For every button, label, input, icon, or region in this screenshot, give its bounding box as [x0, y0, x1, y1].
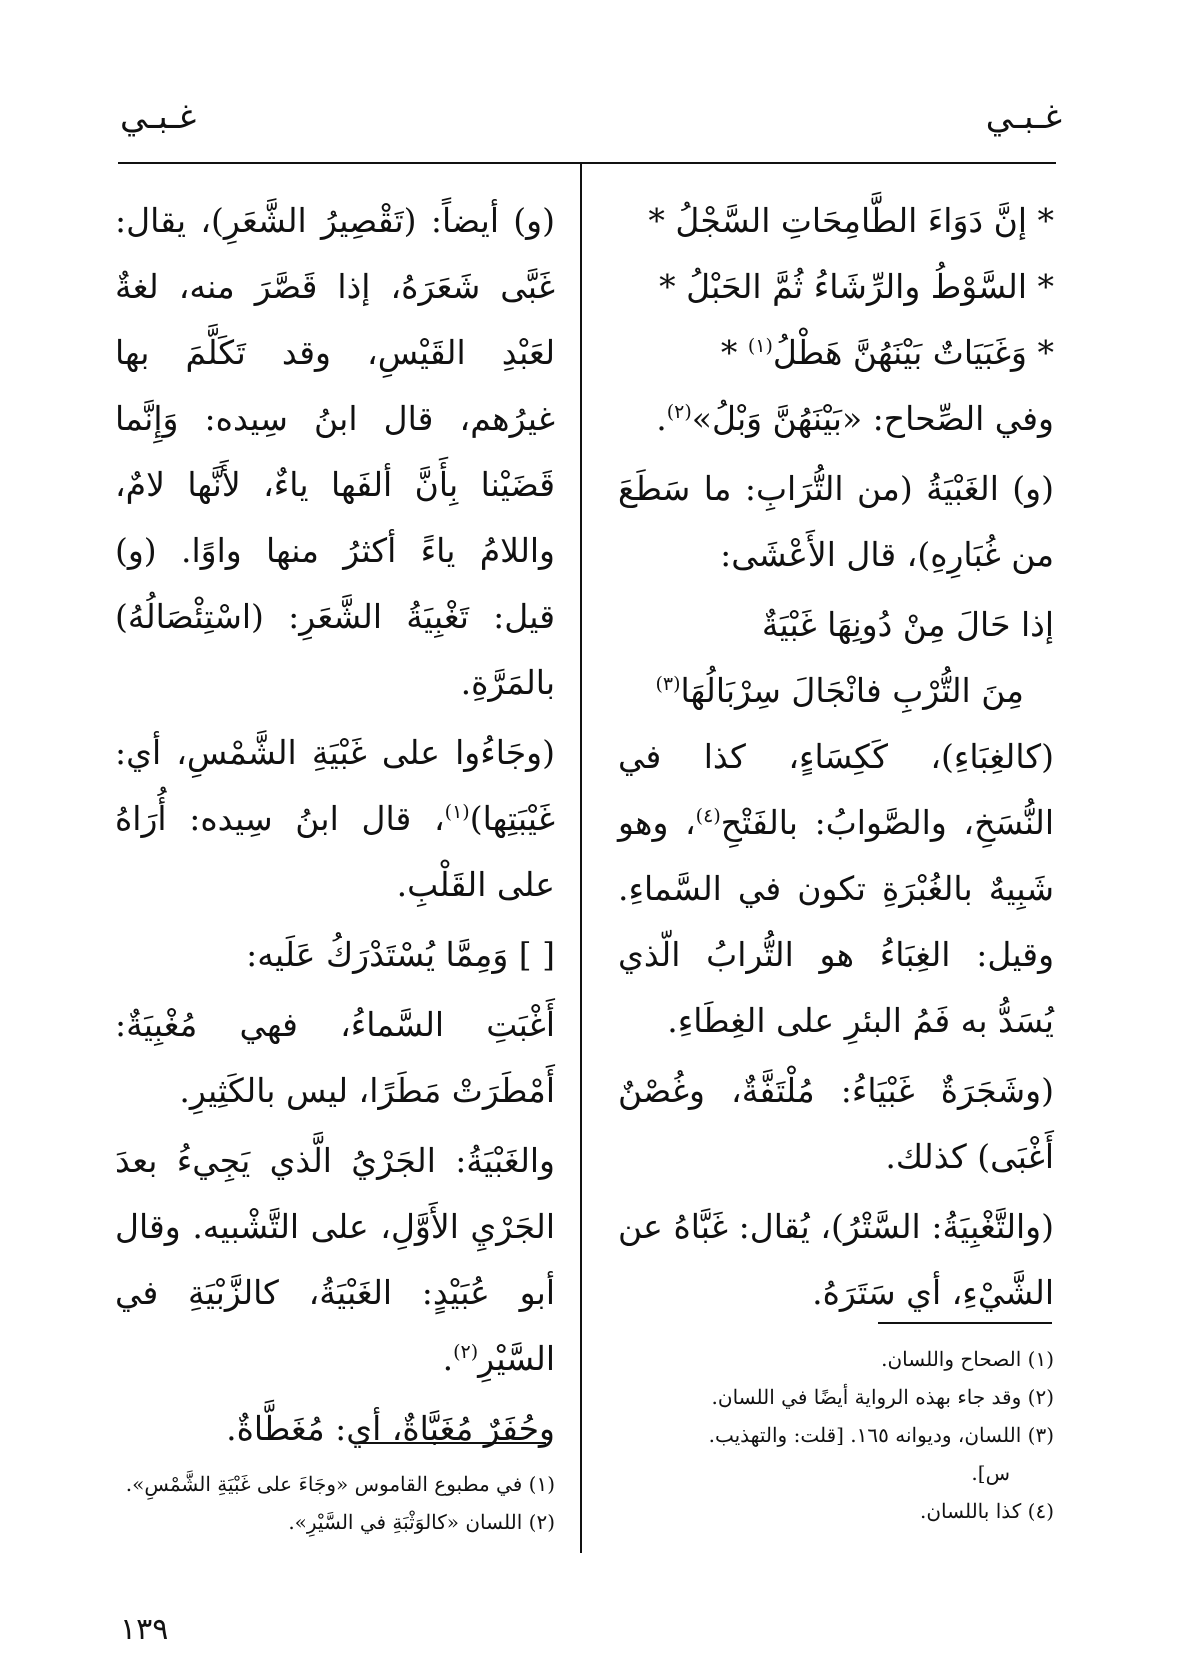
paragraph: (و) الغَبْيَةُ (من التُّرَابِ: ما سَطَعَ من غُبَارِهِ)، قال الأَعْشَى:: [618, 469, 1054, 574]
verse-text: * وَغَبَيَاتٌ بَيْنَهُنَّ هَطْلُ: [772, 333, 1054, 372]
footnote-ref: (٢): [666, 401, 692, 423]
right-footnotes: [618, 1340, 1054, 1530]
paragraph: (و) أيضاً: (تَقْصِيرُ الشَّعَرِ)، يقال: غَبَّى شَعَرَهُ، إذا قَصَّرَ منه، لغةٌ لعَبْدِ القَيْسِ، وقد تَكَلَّمَ بها غيرُهم، قال ابنُ سِيده: وَإِنَّما قَضَيْنا بِأَنَّ ألفَها ياءٌ، لأَنَّها لامٌ، واللامُ ياءً أكثرُ منها واوًا. (و) قيل: تَغْبِيَةُ الشَّعَرِ: (اسْتِئْصَالُهُ) بالمَرَّةِ.: [115, 201, 555, 702]
paragraph-end: ، قال ابنُ سِيده: أُرَاهُ على القَلْبِ.: [115, 799, 555, 904]
header-left-word: غـبـي: [120, 97, 197, 137]
footnote: (٢) اللسان «كالوَثْبَةِ في السَّيْرِ».: [288, 1510, 555, 1534]
verse-line: * إنَّ دَوَاءَ الطَّامِحَاتِ السَّجْلُ *: [648, 201, 1054, 240]
paragraph-text: (وجَاءُوا على غَبْيَةِ الشَّمْسِ، أي: غَيْبَتِها): [115, 733, 555, 838]
header-right-word: غـبـي: [985, 97, 1062, 137]
paragraph-text: والغَبْيَةُ: الجَرْيُ الَّذي يَجِيءُ بعدَ الجَرْيِ الأَوَّلِ، على التَّشْبيه. وقال أبو عُبَيْدٍ: الغَبْيَةُ، كالزَّبْيَةِ في السَّيْرِ: [115, 1141, 555, 1378]
footnote-ref: (٢): [453, 1341, 479, 1363]
paragraph: (والتَّغْبِيَةُ: السَّتْرُ)، يُقال: غَبَّاهُ عن الشَّيْءِ، أي سَتَرَهُ.: [618, 1207, 1054, 1312]
verse-line: إذا حَالَ مِنْ دُونِهَا غَبْيَةٌ: [761, 605, 1054, 644]
right-column: [618, 188, 1054, 1330]
footnote-continuation: س].: [971, 1461, 1010, 1485]
paragraph-end: ، وهو شَبِيهٌ بالغُبْرَةِ تكون في السَّماءِ. وقيل: الغِبَاءُ هو التُّرابُ الّذي يُسَدُّ به فَمُ البئرِ على الغِطَاءِ.: [618, 803, 1054, 1040]
paragraph: وحُفَرٌ مُغَبَّاةٌ، أي: مُغَطَّاةٌ.: [226, 1409, 555, 1448]
footnote: (٤) كذا باللسان.: [919, 1499, 1054, 1523]
footnote-ref: (١): [747, 335, 773, 357]
footnote: (٣) اللسان، وديوانه ١٦٥. [قلت: والتهذيب.: [708, 1423, 1054, 1447]
footnote-ref: (٣): [655, 673, 681, 695]
verse-line: [618, 658, 1054, 724]
column-divider: [580, 163, 582, 1553]
footnote: (١) في مطبوع القاموس «وجَاءَ على غَبْيَةِ الشَّمْسِ».: [125, 1472, 555, 1496]
paragraph: [115, 1128, 555, 1392]
verse-line: [618, 320, 1054, 386]
header-rule: [118, 162, 1056, 164]
verse-line: * السَّوْطُ والرِّشَاءُ ثُمَّ الحَبْلُ *: [659, 267, 1054, 306]
paragraph: [115, 720, 555, 918]
verse-end: *: [720, 333, 748, 372]
paragraph-end: .: [442, 1339, 454, 1378]
footnote: (١) الصحاح واللسان.: [881, 1347, 1054, 1371]
verse-text: مِنَ التُّرْبِ فانْجَالَ سِرْبَالُهَا: [680, 671, 1024, 710]
paragraph: [618, 724, 1054, 1054]
paragraph-end: .: [656, 399, 667, 438]
paragraph-text: وفي الصِّحاح: «بَيْنَهُنَّ وَبْلُ»: [691, 399, 1054, 438]
footnote-ref: (٤): [695, 805, 721, 827]
left-column: [115, 188, 555, 1466]
page-number: ١٣٩: [120, 1612, 169, 1647]
paragraph: [ ] وَمِمَّا يُسْتَدْرَكُ عَلَيه:: [246, 935, 555, 974]
footnote-rule-right: [878, 1322, 1052, 1324]
paragraph: [618, 386, 1054, 452]
paragraph: (وشَجَرَةٌ غَبْيَاءُ: مُلْتَفَّةٌ، وغُصْنٌ أَغْبَى) كذلك.: [618, 1071, 1054, 1176]
paragraph-text: (كالغِبَاءِ)، كَكِسَاءٍ، كذا في النُّسَخِ، والصَّوابُ: بالفَتْحِ: [618, 737, 1054, 842]
footnote-rule-left: [360, 1442, 546, 1444]
paragraph: أَغْبَتِ السَّماءُ، فهي مُغْبِيَةٌ: أَمْطَرَتْ مَطَرًا، ليس بالكَثِيرِ.: [115, 1005, 555, 1110]
footnote: (٢) وقد جاء بهذه الرواية أيضًا في اللسان.: [711, 1385, 1054, 1409]
footnote-ref: (١): [444, 801, 470, 823]
left-footnotes: [115, 1465, 555, 1541]
